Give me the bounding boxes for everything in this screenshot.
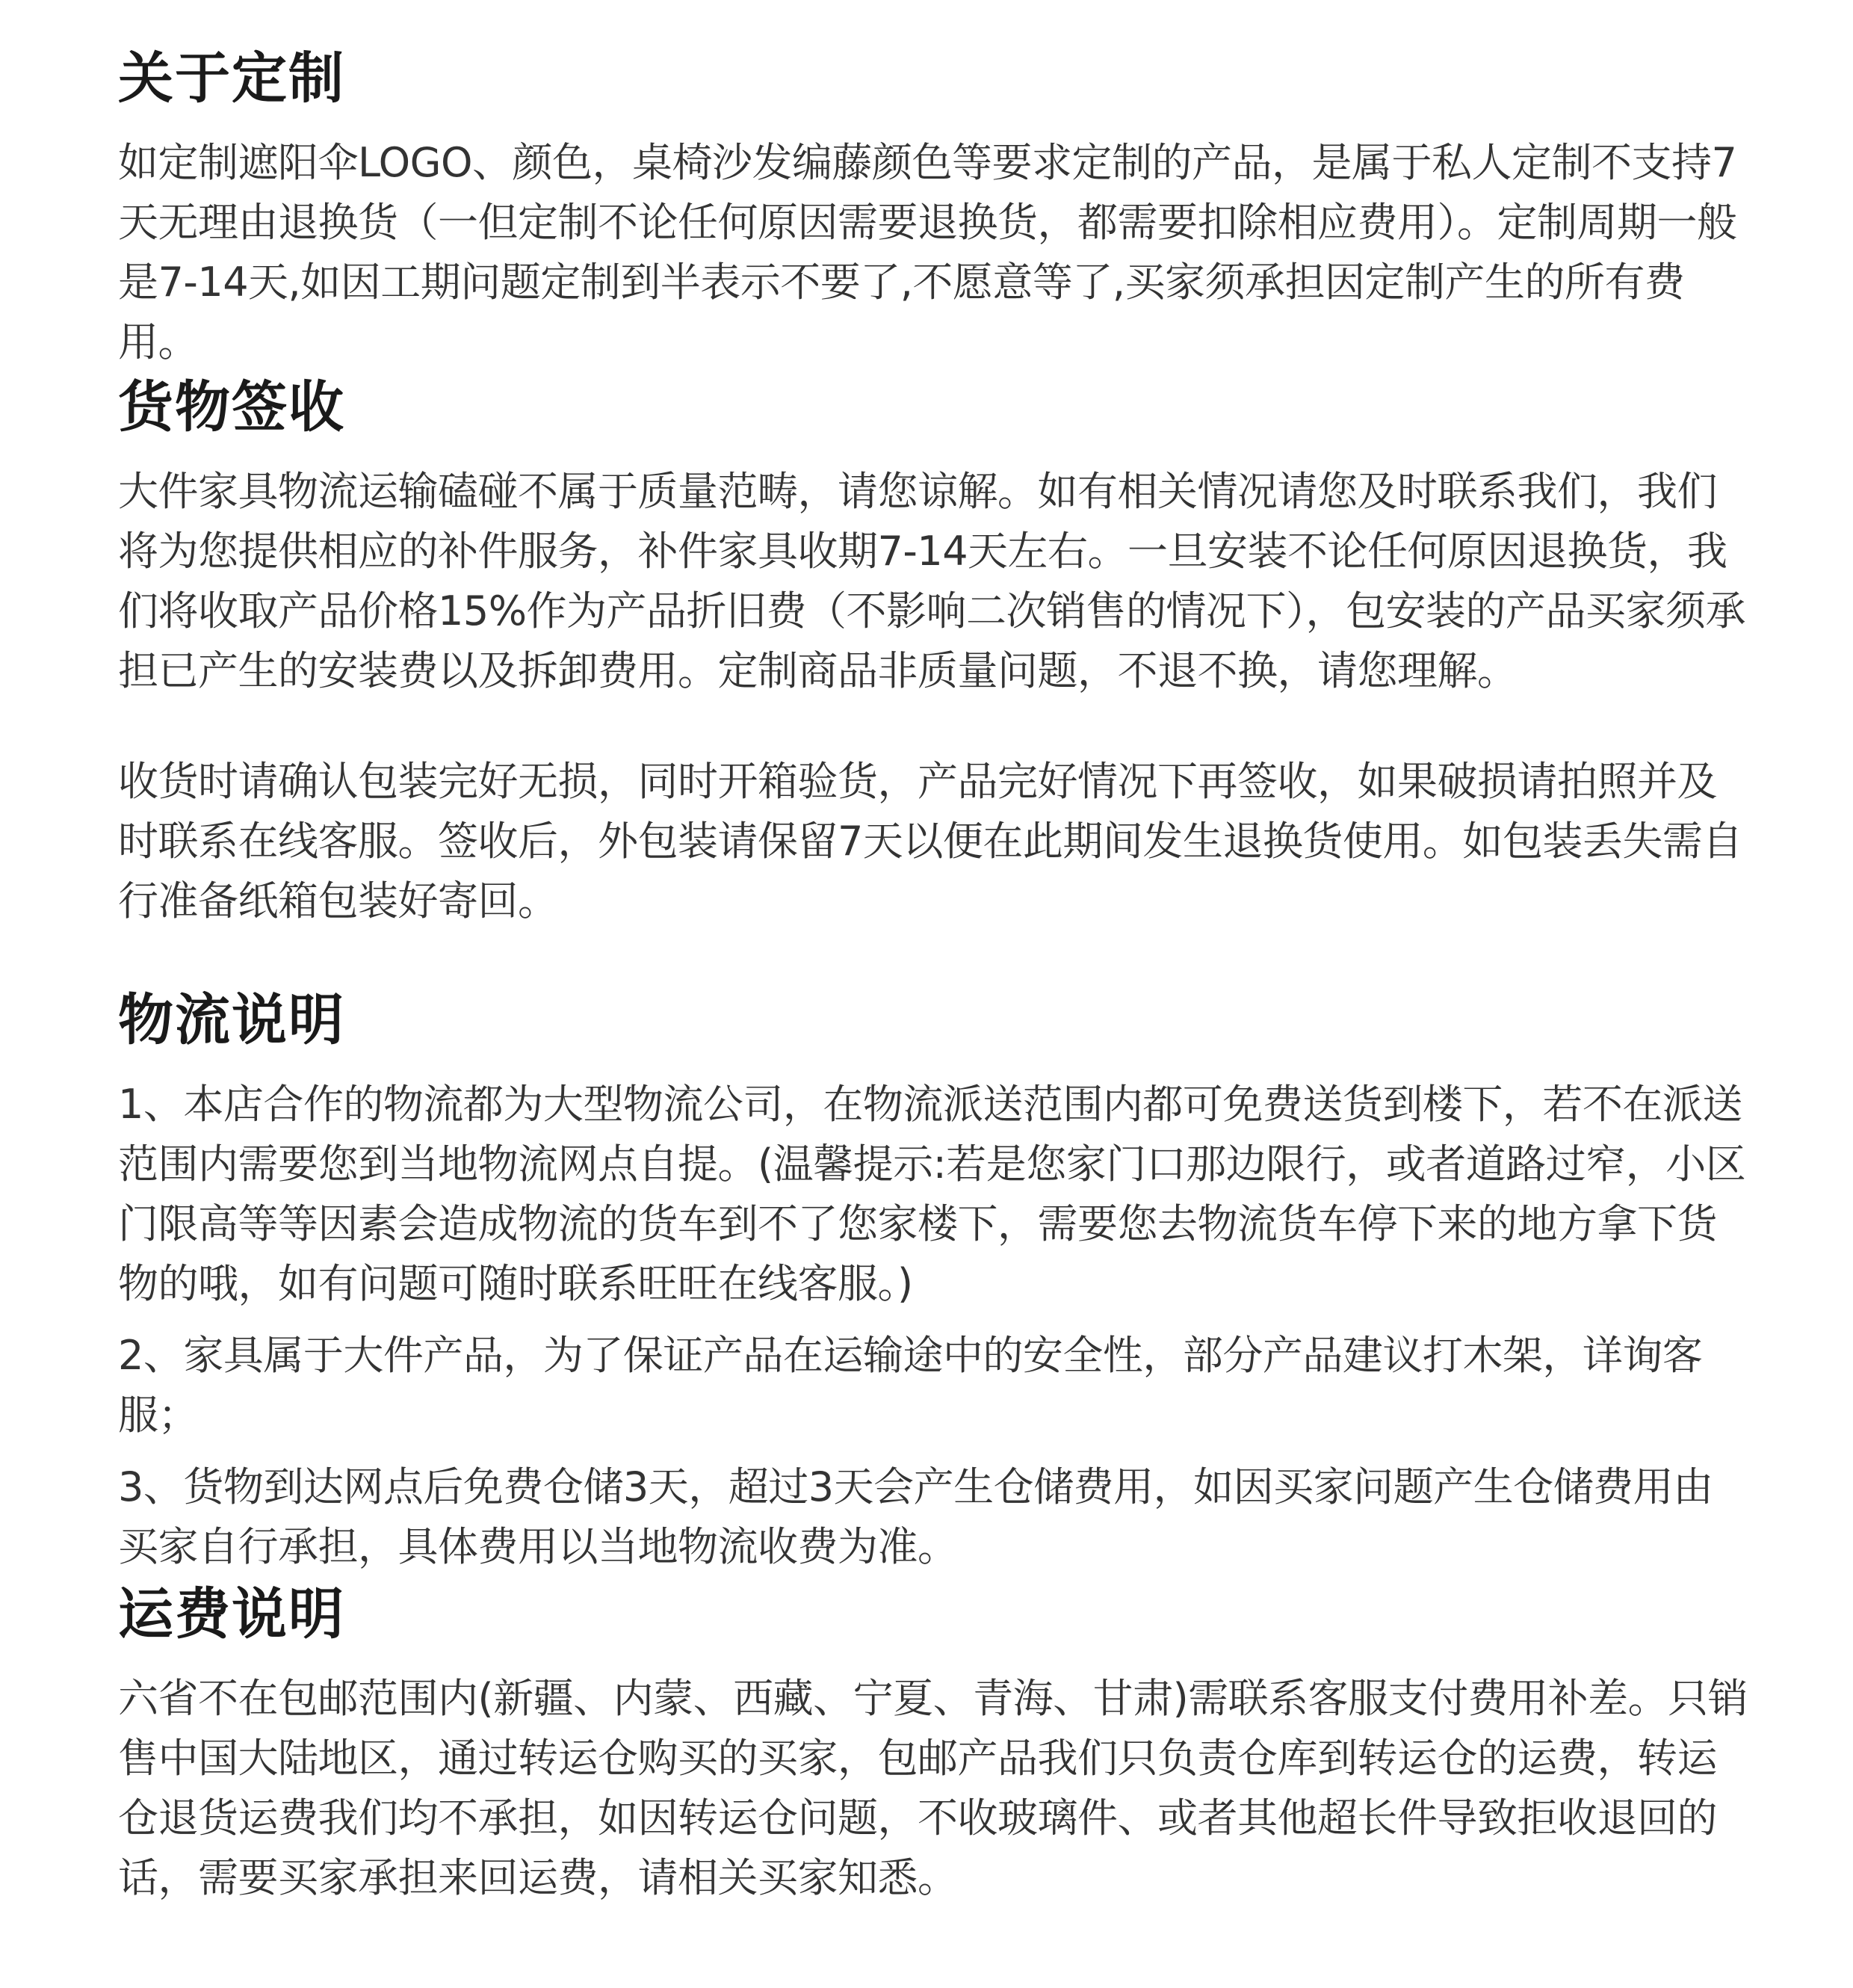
section-title-customization: 关于定制 [118, 46, 345, 111]
logistics-item-1: 1、本店合作的物流都为大型物流公司，在物流派送范围内都可免费送货到楼下，若不在派送范围内需要您到当地物流网点自提。(温馨提示:若是您家门口那边限行，或者道路过窄，小区门限高等等因素会造成物流的货车到不了您家楼下，需要您去物流货车停下来的地方拿下货物的哦，如有问题可随时联系旺旺在线客服。) [118, 1081, 1746, 1307]
section-title-shipping-fee: 运费说明 [118, 1582, 345, 1646]
section-customization [118, 37, 1748, 372]
shipping-fee-paragraph: 六省不在包邮范围内(新疆、内蒙、西藏、宁夏、青海、甘肃)需联系客服支付费用补差。只销售中国大陆地区，通过转运仓购买的买家，包邮产品我们只负责仓库到转运仓的运费，转运仓退货运费我们均不承担，如因转运仓问题，不收玻璃件、或者其他超长件导致拒收退回的话，需要买家承担来回运费，请相关买家知悉。 [118, 1675, 1748, 1901]
receipt-paragraph-inspection: 收货时请确认包装完好无损，同时开箱验货，产品完好情况下再签收，如果破损请拍照并及时联系在线客服。签收后，外包装请保留7天以便在此期间发生退换货使用。如包装丢失需自行准备纸箱包装好寄回。 [118, 758, 1742, 924]
section-title-receipt: 货物签收 [118, 375, 345, 439]
section-title-logistics: 物流说明 [118, 988, 345, 1052]
receipt-paragraph-damage: 大件家具物流运输磕碰不属于质量范畴，请您谅解。如有相关情况请您及时联系我们，我们将为您提供相应的补件服务，补件家具收期7-14天左右。一旦安装不论任何原因退换货，我们将收取产品价格15%作为产品折旧费（不影响二次销售的情况下），包安装的产品买家须承担已产生的安装费以及拆卸费用。定制商品非质量问题，不退不换，请您理解。 [118, 468, 1746, 694]
section-receipt [118, 366, 1748, 931]
logistics-item-2: 2、家具属于大件产品，为了保证产品在运输途中的安全性，部分产品建议打木架，详询客服； [118, 1332, 1703, 1439]
section-shipping-fee [118, 1573, 1748, 1908]
logistics-item-3: 3、货物到达网点后免费仓储3天，超过3天会产生仓储费用，如因买家问题产生仓储费用由买家自行承担，具体费用以当地物流收费为准。 [118, 1463, 1713, 1570]
customization-paragraph: 如定制遮阳伞LOGO、颜色，桌椅沙发编藤颜色等要求定制的产品，是属于私人定制不支持7天无理由退换货（一但定制不论任何原因需要退换货，都需要扣除相应费用）。定制周期一般是7-14天,如因工期问题定制到半表示不要了,不愿意等了,买家须承担因定制产生的所有费用。 [118, 139, 1737, 365]
section-logistics [118, 979, 1748, 1577]
